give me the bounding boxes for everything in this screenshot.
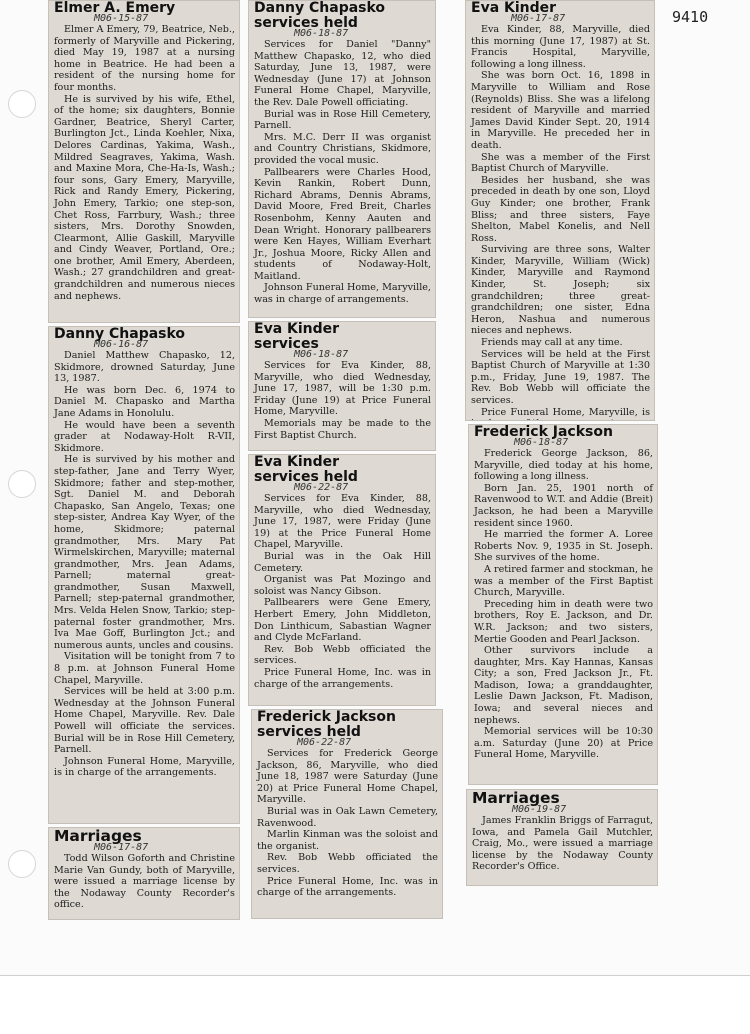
headline: Eva Kinder <box>471 0 557 16</box>
article-body <box>471 24 650 421</box>
paragraph: He was born Dec. 6, 1974 to Daniel M. Chapasko and Martha Jane Adams in Honolulu. <box>54 384 235 419</box>
clipping-marriages-briggs <box>466 789 658 886</box>
punch-hole-icon <box>8 850 36 878</box>
headline: Marriages <box>54 827 142 845</box>
article-body <box>254 493 431 690</box>
paragraph: Frederick George Jackson, 86, Maryville, died today at his home, following a long illness. <box>474 448 653 483</box>
handwritten-date-note: M06-19-87 <box>512 804 567 815</box>
paragraph: Price Funeral Home, Maryville, is <box>481 406 650 418</box>
paragraph: Preceding him in death were two brothers, Roy E. Jackson, and Dr. W.R. Jackson; and two sisters, Mertie Gooden and Pearl Jackson. <box>474 598 653 645</box>
paragraph: He would have been a seventh grader at Nodaway-Holt R-VII, Skidmore. <box>54 419 235 454</box>
paragraph: Rev. Bob Webb officiated the services. <box>257 852 438 875</box>
clipping-frederick-jackson-obituary <box>468 424 658 785</box>
paragraph: Price Funeral Home, Inc. was in charge of the arrangements. <box>257 875 438 899</box>
article-body <box>54 350 235 779</box>
paragraph: Daniel Matthew Chapasko, 12, Skidmore, drowned Saturday, June 13, 1987. <box>54 350 235 385</box>
headline: services held <box>254 15 358 31</box>
paragraph: Burial was in the Oak Hill Cemetery. <box>254 550 431 574</box>
paragraph: He married the former A. Loree Roberts Nov. 9, 1935 in St. Joseph. She survives of the home. <box>474 529 653 564</box>
headline: Frederick Jackson <box>474 424 613 440</box>
punch-hole-icon <box>8 90 36 118</box>
paragraph: Services for Frederick George Jackson, 86, Maryville, who died June 18, 1987 were Saturday (June 20) at Price Funeral Home Chapel, Maryville. <box>257 748 438 806</box>
headline: services held <box>257 724 361 740</box>
article-body <box>54 24 235 302</box>
paragraph: Born Jan. 25, 1901 north of Ravenwood to W.T. and Addie (Breit) Jackson, he had been a Maryville resident since 1960. <box>474 482 653 529</box>
paragraph: Memorial services will be 10:30 a.m. Saturday (June 20) at Price Funeral Home, Maryville. <box>474 726 653 761</box>
handwritten-date-note: M06-17-87 <box>511 13 566 24</box>
paragraph: Elmer A Emery, 79, Beatrice, Neb., formerly of Maryville and Pickering, died May 19, 1987 at a nursing home in Beatrice. He had been a resident of the nursing home for four months. <box>54 24 235 93</box>
handwritten-date-note: M06-18-87 <box>294 28 349 39</box>
clipping-eva-kinder-obituary <box>465 0 655 421</box>
headline: Danny Chapasko <box>54 326 186 342</box>
clipping-eva-kinder-services-held <box>248 454 436 706</box>
paragraph: Marlin Kinman was the soloist and the organist. <box>257 829 438 852</box>
article-body <box>254 360 431 441</box>
article-body <box>472 815 653 873</box>
paragraph: She was born Oct. 16, 1898 in Maryville to William and Rose (Reynolds) Bliss. She was a lifelong resident of Maryville and married James David Kinder Sept. 20, 1914 in Maryville. He preceded her in death. <box>471 70 650 151</box>
paragraph: Services for Eva Kinder, 88, Maryville, who died Wednesday, June 17, 1987, will be 1:30 p.m. Friday (June 19) at Price Funeral Home, Maryville. <box>254 360 431 418</box>
article-body <box>474 448 653 761</box>
headline: Danny Chapasko <box>254 0 386 16</box>
handwritten-date-note: M06-16-87 <box>94 339 149 350</box>
headline: services <box>254 336 319 352</box>
headline: Marriages <box>472 789 560 807</box>
handwritten-date-note: M06-18-87 <box>514 437 569 448</box>
handwritten-date-note: M06-18-87 <box>294 349 349 360</box>
paragraph: She was a member of the First Baptist Church of Maryville. <box>471 151 650 175</box>
article-body <box>257 748 438 899</box>
handwritten-date-note: M06-15-87 <box>94 13 149 24</box>
paragraph: Burial was in Oak Lawn Cemetery, Ravenwood. <box>257 805 438 829</box>
paragraph: Price Funeral Home, Inc. was in charge of the arrangements. <box>254 666 431 690</box>
clipping-marriages-goforth <box>48 827 240 920</box>
paragraph: Services for Eva Kinder, 88, Maryville, who died Wednesday, June 17, 1987, were Friday (June 19) at the Price Funeral Home Chapel, Maryville. <box>254 493 431 551</box>
paragraph: Services will be held at 3:00 p.m. Wednesday at the Johnson Funeral Home Chapel, Maryville. Rev. Dale Powell will officiate the services. Burial will be in Rose Hill Cemetery, Parnell. <box>54 686 235 756</box>
headline: Frederick Jackson <box>257 709 396 725</box>
article-body <box>54 853 235 911</box>
paragraph: Besides her husband, she was preceded in death by one son, Lloyd Guy Kinder; one brother, Frank Bliss; and three sisters, Faye Shelton, Mabel Konelis, and Nell Ross. <box>471 174 650 244</box>
paragraph: Pallbearers were Charles Hood, Kevin Rankin, Robert Dunn, Richard Abrams, Dennis Abrams, David Moore, Fred Breit, Charles Rosenbohm, Kenny Aauten and Dean Wright. Honorary pallbearers were Ken Hayes, William Everhart Jr., Joshua Moore, Ricky Allen and students of Nodaway-Holt, Maitland. <box>254 166 431 282</box>
paragraph: A retired farmer and stockman, he was a member of the First Baptist Church, Maryville. <box>474 563 653 599</box>
paragraph: Memorials may be made to the First Baptist Church. <box>254 417 431 441</box>
paragraph: He is survived by his mother and step-father, Jane and Terry Wyer, Skidmore; father and step-mother, Sgt. Daniel M. and Deborah Chapasko, San Angelo, Texas; one step-sister, Andrea Kay Wyer, of the home, Skidmore; paternal grandmother, Mrs. Mary Pat Wirmelskirchen, Maryville; maternal grandmother, Mrs. Jean Adams, Parnell; maternal great-grandmother, Susan Maxwell, Parnell; step-paternal grandmother, Mrs. Velda Helen Snow, Tarkio; step-paternal foster grandmother, Mrs. Iva Mae Goff, Burlington Jct.; and numerous aunts, uncles and cousins. <box>54 454 235 651</box>
headline: Eva Kinder <box>254 454 340 470</box>
paragraph: Services will be held at the First Baptist Church of Maryville at 1:30 p.m., Friday, June 19, 1987. The Rev. Bob Webb will officiate the services. <box>471 348 650 406</box>
paragraph: Organist was Pat Mozingo and soloist was Nancy Gibson. <box>254 574 431 597</box>
punch-hole-icon <box>8 470 36 498</box>
paragraph: Surviving are three sons, Walter Kinder, Maryville, William (Wick) Kinder, Maryville and Raymond Kinder, St. Joseph; six grandchildren; three great-grandchildren; one sister, Edna Heron, Nashua and numerous nieces and nephews. <box>471 244 650 337</box>
article-body <box>254 39 431 306</box>
paragraph: Rev. Bob Webb officiated the services. <box>254 643 431 667</box>
paragraph: Todd Wilson Goforth and Christine Marie Van Gundy, both of Maryville, were issued a marriage license by the Nodaway County Recorder's office. <box>54 853 235 911</box>
page-bottom-margin <box>0 975 750 1034</box>
paragraph: Mrs. M.C. Derr II was organist and Country Christians, Skidmore, provided the vocal music. <box>254 131 431 166</box>
paragraph: James Franklin Briggs of Farragut, Iowa, and Pamela Gail Mutchler, Craig, Mo., were issued a marriage license by the Nodaway County Recorder's Office. <box>472 815 653 873</box>
paragraph: Johnson Funeral Home, Maryville, was in charge of arrangements. <box>254 282 431 306</box>
paragraph: Pallbearers were Gene Emery, Herbert Emery, John Middleton, Don Linthicum, Sabastian Wagner and Clyde McFarland. <box>254 597 431 644</box>
paragraph: Johnson Funeral Home, Maryville, is in charge of the arrangements. <box>54 755 235 779</box>
headline: services held <box>254 469 358 485</box>
paragraph: Friends may call at any time. <box>481 337 623 349</box>
paragraph: Visitation will be tonight from 7 to 8 p.m. at Johnson Funeral Home Chapel, Maryville. <box>54 651 235 686</box>
clipping-danny-chapasko-services <box>248 0 436 318</box>
paragraph: Eva Kinder, 88, Maryville, died this morning (June 17, 1987) at St. Francis Hospital, Maryville, following a long illness. <box>471 24 650 70</box>
paragraph: Other survivors include a daughter, Mrs. Kay Hannas, Kansas City; a son, Fred Jackson Jr., Ft. Madison, Iowa; a granddaughter, Leslie Dawn Jackson, Ft. Madison, Iowa; and several nieces and nephews. <box>474 645 653 726</box>
headline: Eva Kinder <box>254 321 340 337</box>
clipping-eva-kinder-services <box>248 321 436 451</box>
paragraph: He is survived by his wife, Ethel, of the home; six daughters, Bonnie Gardner, Beatrice, Sheryl Carter, Burlington Jct., Linda Koehler, Nixa, Delores Cardinas, Yakima, Wash., Mildred Seagraves, Yakima, Wash. and Maxine Mora, Che-Ha-Is, Wash.; four sons, Gary Emery, Maryville, Rick and Randy Emery, Pickering, John Emery, Tarkio; one step-son, Chet Ross, Farrbury, Wash.; three sisters, Mrs. Dorothy Snowden, Clearmont, Allie Gaskill, Maryville and Cindy Weaver, Portland, Ore.; one brother, Amil Emery, Aberdeen, Wash.; 27 grandchildren and great-grandchildren and numerous nieces and nephews. <box>54 93 235 302</box>
paragraph: Burial was in Rose Hill Cemetery, Parnell. <box>254 108 431 132</box>
clipping-danny-chapasko-obituary <box>48 326 240 824</box>
clipping-elmer-emery <box>48 0 240 323</box>
clipping-frederick-jackson-services <box>251 709 443 919</box>
handwritten-date-note: M06-22-87 <box>297 737 352 748</box>
handwritten-date-note: M06-17-87 <box>94 842 149 853</box>
paragraph: Services for Daniel "Danny" Matthew Chapasko, 12, who died Saturday, June 13, 1987, were Wednesday (June 17) at Johnson Funeral Home Chapel, Maryville, the Rev. Dale Powell officiating. <box>254 39 431 108</box>
handwritten-date-note: M06-22-87 <box>294 482 349 493</box>
page-number-note: 9410 <box>672 8 709 26</box>
headline: Elmer A. Emery <box>54 0 176 16</box>
